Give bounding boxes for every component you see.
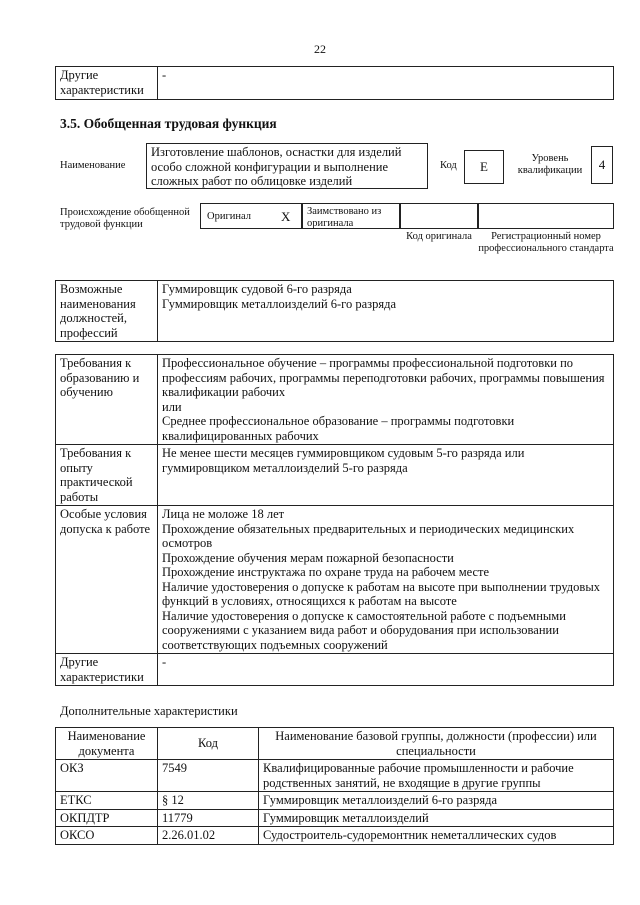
group-cell: Квалифицированные рабочие промышленности и рабочие родственных занятий, не входящие в другие группы bbox=[259, 760, 614, 792]
experience-label: Требования к опыту практической работы bbox=[56, 445, 158, 506]
doc-cell: ОКПДТР bbox=[56, 809, 158, 827]
doc-cell: ЕТКС bbox=[56, 792, 158, 810]
doc-cell: ОКСО bbox=[56, 827, 158, 845]
name-label: Наименование bbox=[60, 160, 126, 171]
top-other-characteristics-table bbox=[55, 66, 614, 100]
positions-table bbox=[55, 280, 614, 342]
level-label: Уровень квалификации bbox=[517, 153, 583, 176]
function-name-value: Изготовление шаблонов, оснастки для изделий особо сложной конфигурации и выполнение сложных работ по облицовке изделий bbox=[146, 143, 428, 189]
positions-label: Возможные наименования должностей, профессий bbox=[56, 281, 158, 342]
doc-cell: ОКЗ bbox=[56, 760, 158, 792]
origin-label: Происхождение обобщенной трудовой функции bbox=[60, 207, 190, 230]
group-cell: Судостроитель-судоремонтник неметаллических судов bbox=[259, 827, 614, 845]
other-characteristics-value: - bbox=[158, 67, 614, 100]
other-value: - bbox=[158, 654, 614, 686]
page-number: 22 bbox=[314, 42, 326, 56]
condition-line: Прохождение инструктажа по охране труда на рабочем месте bbox=[162, 565, 490, 579]
header-base-group: Наименование базовой группы, должности (профессии) или специальности bbox=[259, 728, 614, 760]
section-title: 3.5. Обобщенная трудовая функция bbox=[60, 116, 277, 131]
borrowed-label: Заимствовано из оригинала bbox=[307, 206, 382, 229]
registration-number-cell bbox=[478, 203, 614, 229]
code-cell: 2.26.01.02 bbox=[158, 827, 259, 845]
additional-table bbox=[55, 727, 614, 845]
code-cell: § 12 bbox=[158, 792, 259, 810]
condition-line: Лица не моложе 18 лет bbox=[162, 507, 285, 521]
condition-line: Прохождение обязательных предварительных и периодических медицинских осмотров bbox=[162, 521, 575, 550]
group-cell: Гуммировщик металлоизделий bbox=[259, 809, 614, 827]
other-label: Другие характеристики bbox=[56, 654, 158, 686]
header-code: Код bbox=[158, 728, 259, 760]
registration-number-caption: Регистрационный номер профессионального стандарта bbox=[478, 231, 614, 254]
group-cell: Гуммировщик металлоизделий 6-го разряда bbox=[259, 792, 614, 810]
condition-line: Прохождение обучения мерам пожарной безопасности bbox=[162, 550, 454, 565]
education-line: или bbox=[162, 399, 182, 414]
education-label: Требования к образованию и обучению bbox=[56, 355, 158, 445]
code-cell: 11779 bbox=[158, 809, 259, 827]
requirements-table bbox=[55, 354, 614, 686]
other-characteristics-label: Другие характеристики bbox=[56, 67, 158, 100]
special-conditions-value bbox=[158, 506, 614, 654]
code-cell: 7549 bbox=[158, 760, 259, 792]
level-value: 4 bbox=[591, 146, 613, 184]
code-original-caption: Код оригинала bbox=[406, 231, 472, 242]
education-value bbox=[158, 355, 614, 445]
original-label: Оригинал bbox=[207, 211, 251, 222]
position-item: Гуммировщик металлоизделий 6-го разряда bbox=[162, 296, 397, 311]
original-mark: X bbox=[281, 209, 291, 224]
education-line: Среднее профессиональное образование – программы подготовки квалифицированных рабочих bbox=[162, 414, 515, 443]
condition-line: Наличие удостоверения о допуске к работам на высоте при выполнении трудовых функций в условиях, относящихся к работам на высоте bbox=[162, 579, 600, 608]
condition-line: Наличие удостоверения о допуске к самостоятельной работе с подъемными сооружениями с указанием вида работ и оборудования при использовании соответствующих подъемных сооружений bbox=[162, 608, 566, 652]
function-code-value: E bbox=[464, 150, 504, 184]
borrowed-cell bbox=[302, 203, 400, 229]
education-line: Профессиональное обучение – программы профессиональной подготовки по профессиям рабочих, программы переподготовки рабочих, программы повышения квалификации рабочих bbox=[162, 356, 605, 399]
original-code-cell bbox=[400, 203, 478, 229]
original-cell bbox=[200, 203, 302, 229]
header-document: Наименование документа bbox=[56, 728, 158, 760]
positions-values bbox=[158, 281, 614, 342]
position-item: Гуммировщик судовой 6-го разряда bbox=[162, 282, 352, 296]
additional-title: Дополнительные характеристики bbox=[60, 704, 238, 718]
experience-value: Не менее шести месяцев гуммировщиком судовым 5-го разряда или гуммировщиком металлоизделий 5-го разряда bbox=[158, 445, 614, 506]
code-label: Код bbox=[440, 160, 457, 171]
special-conditions-label: Особые условия допуска к работе bbox=[56, 506, 158, 654]
